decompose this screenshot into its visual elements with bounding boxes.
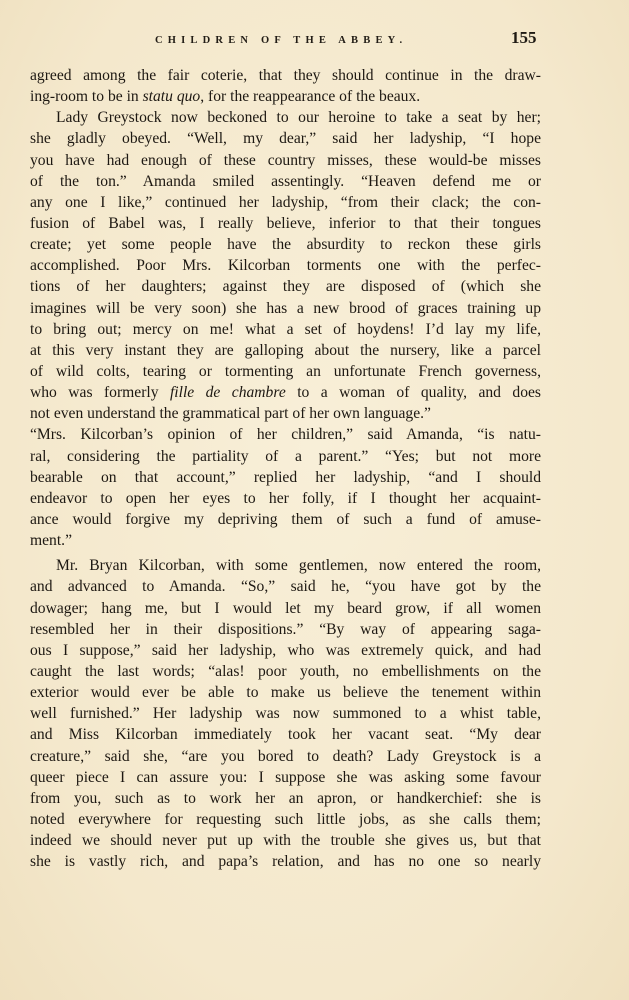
- text-line: of wild colts, tearing or tormenting an unfortunate French governess,: [30, 362, 541, 380]
- text-line: ance would forgive my depriving them of such a fund of amuse-: [30, 510, 541, 528]
- text-line: queer piece I can assure you: I suppose she was asking some favour: [30, 768, 541, 786]
- text-line: bearable on that account,” replied her ladyship, “and I should: [30, 468, 541, 486]
- text-line: Mr. Bryan Kilcorban, with some gentlemen, now entered the room,: [56, 557, 541, 575]
- text-line: endeavor to open her eyes to her folly, if I thought her acquaint-: [30, 489, 541, 507]
- text-line: ment.”: [30, 532, 72, 550]
- text-line: creature,” said she, “are you bored to death? Lady Greystock is a: [30, 747, 541, 765]
- text-line: not even understand the grammatical part of her own language.”: [30, 405, 431, 423]
- page-number: 155: [511, 28, 537, 47]
- text-line: any one I like,” continued her ladyship, “from their clack; the con-: [30, 193, 541, 211]
- running-head: [0, 28, 629, 54]
- text-line: resembled her in their dispositions.” “By way of appearing saga-: [30, 620, 541, 638]
- text-line: “Mrs. Kilcorban’s opinion of her children,” said Amanda, “is natu-: [30, 426, 541, 444]
- text-line: to bring out; mercy on me! what a set of hoydens! I’d lay my life,: [30, 320, 541, 338]
- running-title: CHILDREN OF THE ABBEY.: [155, 35, 408, 46]
- text-line: noted everywhere for requesting such little jobs, as she calls them;: [30, 810, 541, 828]
- text-line: and advanced to Amanda. “So,” said he, “you have got by the: [30, 578, 541, 596]
- text-line: of the ton.” Amanda smiled assentingly. “Heaven defend me or: [30, 172, 541, 190]
- text-line: and Miss Kilcorban immediately took her vacant seat. “My dear: [30, 726, 541, 744]
- text-line: fusion of Babel was, I really believe, inferior to that their tongues: [30, 214, 541, 232]
- text-line: she is vastly rich, and papa’s relation, and has no one so nearly: [30, 853, 541, 871]
- text-line: ral, considering the partiality of a parent.” “Yes; but not more: [30, 447, 541, 465]
- text-line: dowager; hang me, but I would let my beard grow, if all women: [30, 599, 541, 617]
- text-line: from you, such as to work her an apron, or handkerchief: she is: [30, 789, 541, 807]
- text-line: who was formerly fille de chambre to a woman of quality, and does: [30, 384, 541, 402]
- text-line: indeed we should never put up with the trouble she gives us, but that: [30, 832, 541, 850]
- text-line: at this very instant they are galloping about the nursery, like a parcel: [30, 341, 541, 359]
- text-line: tions of her daughters; against they are disposed of (which she: [30, 278, 541, 296]
- text-line: imagines will be very soon) she has a new brood of graces training up: [30, 299, 541, 317]
- text-line: Lady Greystock now beckoned to our heroine to take a seat by her;: [56, 109, 541, 127]
- text-line: ing-room to be in statu quo, for the reappearance of the beaux.: [30, 88, 421, 106]
- text-line: caught the last words; “alas! poor youth, no embellishments on the: [30, 662, 541, 680]
- text-line: well furnished.” Her ladyship was now summoned to a whist table,: [30, 705, 541, 723]
- text-line: agreed among the fair coterie, that they should continue in the draw-: [30, 67, 541, 84]
- text-line: ous I suppose,” said her ladyship, who was extremely quick, and had: [30, 641, 541, 659]
- body-text: [30, 65, 541, 872]
- text-line: she gladly obeyed. “Well, my dear,” said her ladyship, “I hope: [30, 130, 541, 148]
- text-line: create; yet some people have the absurdity to reckon these girls: [30, 236, 541, 254]
- text-line: you have had enough of these country misses, these would-be misses: [30, 151, 541, 169]
- text-line: exterior would ever be able to make us believe the tenement within: [30, 684, 541, 702]
- text-line: accomplished. Poor Mrs. Kilcorban torments one with the perfec-: [30, 257, 541, 275]
